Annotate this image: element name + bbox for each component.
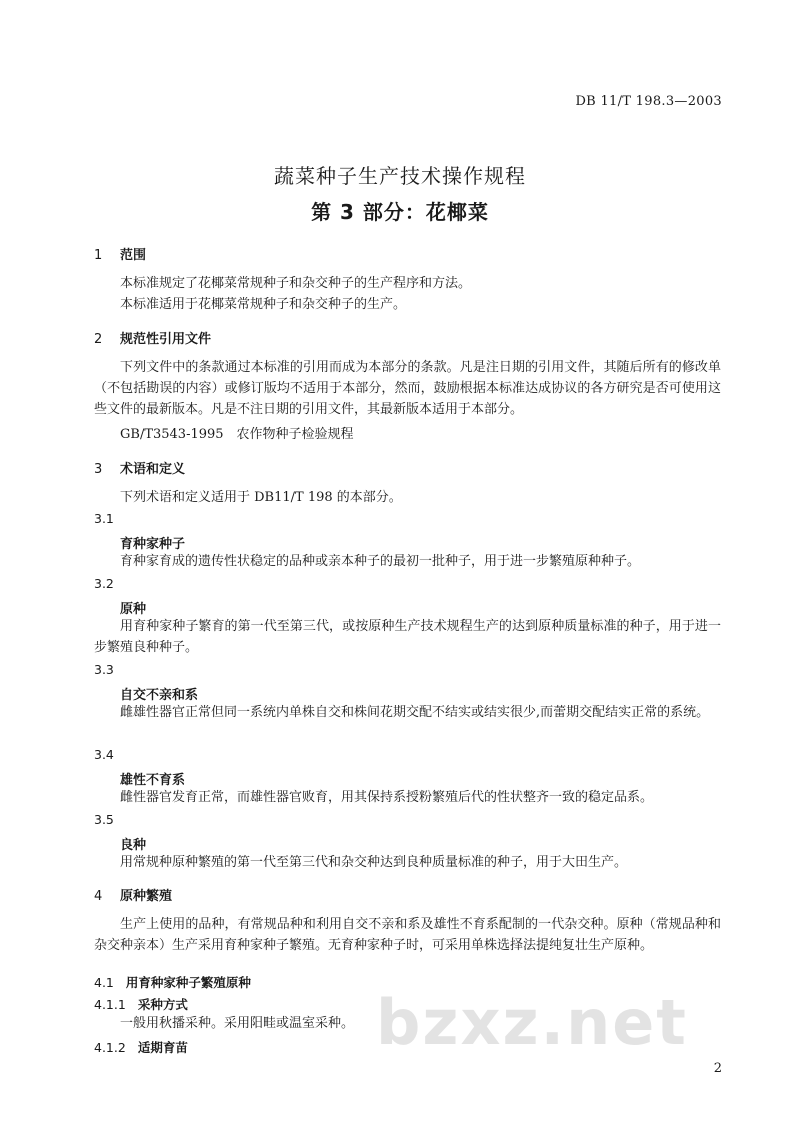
term-name: 自交不亲和系 [120, 688, 199, 703]
section-4-heading [94, 885, 172, 904]
subsection-number: 4.1.1 [94, 997, 126, 1012]
subsection-title: 用育种家种子繁殖原种 [125, 975, 251, 990]
term-name: 良种 [120, 838, 147, 853]
standard-code: DB 11/T 198.3—2003 [575, 94, 722, 109]
section-3-heading [94, 458, 185, 477]
section-title: 范围 [120, 248, 147, 263]
subsection-4-1-1-text: 一般用秋播采种。采用阳畦或温室采种。 [120, 1016, 355, 1031]
term-definition: 育种家育成的遗传性状稳定的品种或亲本种子的最初一批种子，用于进一步繁殖原种种子。 [120, 554, 641, 569]
section-1-heading [94, 244, 146, 263]
section-2-paragraph: 下列文件中的条款通过本标准的引用而成为本部分的条款。凡是注日期的引用文件，其随后所有的修改单（不包括勘误的内容）或修订版均不适用于本部分，然而，鼓励根据本标准达成协议的各方研究是否可使用这些文件的最新版本。凡是不注日期的引用文件，其最新版本适用于本部分。 [94, 360, 721, 417]
section-title: 规范性引用文件 [120, 332, 212, 347]
subsection-4-1-2-heading [94, 1038, 188, 1056]
section-number: 4 [94, 889, 103, 904]
term-number: 3.5 [94, 812, 114, 827]
subsection-number: 4.1 [94, 975, 114, 990]
section-3-intro: 下列术语和定义适用于 DB11/T 198 的本部分。 [120, 490, 402, 505]
section-2-heading [94, 328, 211, 347]
normative-reference: GB/T3543-1995 农作物种子检验规程 [120, 427, 354, 442]
document-title: 蔬菜种子生产技术操作规程 [274, 164, 526, 188]
section-number: 1 [94, 248, 103, 263]
section-title: 原种繁殖 [120, 889, 173, 904]
term-number: 3.1 [94, 511, 114, 526]
term-definition: 用育种家种子繁育的第一代至第三代，或按原种生产技术规程生产的达到原种质量标准的种子，用于进一步繁殖良种种子。 [94, 619, 721, 655]
term-definition: 雌性器官发育正常，而雄性器官败育，用其保持系授粉繁殖后代的性状整齐一致的稳定品系。 [120, 790, 654, 805]
term-number: 3.4 [94, 747, 114, 762]
subsection-number: 4.1.2 [94, 1040, 126, 1055]
subsection-4-1-heading [94, 973, 251, 991]
page-number: 2 [713, 1061, 722, 1076]
section-1-paragraph-1: 本标准规定了花椰菜常规种子和杂交种子的生产程序和方法。 [120, 276, 472, 291]
term-number: 3.2 [94, 576, 114, 591]
subsection-4-1-1-heading [94, 995, 188, 1013]
term-name: 育种家种子 [120, 537, 186, 552]
document-subtitle: 第 3 部分：花椰菜 [311, 200, 489, 224]
section-title: 术语和定义 [120, 462, 186, 477]
section-4-paragraph: 生产上使用的品种，有常规品种和利用自交不亲和系及雄性不育系配制的一代杂交种。原种（常规品种和杂交种亲本）生产采用育种家种子繁殖。无育种家种子时，可采用单株选择法提纯复壮生产原种。 [94, 917, 721, 953]
term-name: 原种 [120, 602, 147, 617]
section-number: 3 [94, 462, 103, 477]
section-number: 2 [94, 332, 103, 347]
term-name: 雄性不育系 [120, 773, 186, 788]
term-number: 3.3 [94, 662, 114, 677]
term-definition: 雌雄性器官正常但同一系统内单株自交和株间花期交配不结实或结实很少,而蕾期交配结实正常的系统。 [120, 705, 710, 720]
subsection-title: 采种方式 [137, 997, 188, 1012]
term-definition: 用常规种原种繁殖的第一代至第三代和杂交种达到良种质量标准的种子，用于大田生产。 [120, 855, 628, 870]
subsection-title: 适期育苗 [137, 1040, 188, 1055]
section-1-paragraph-2: 本标准适用于花椰菜常规种子和杂交种子的生产。 [120, 297, 407, 312]
watermark: bzxz.net [376, 986, 688, 1059]
